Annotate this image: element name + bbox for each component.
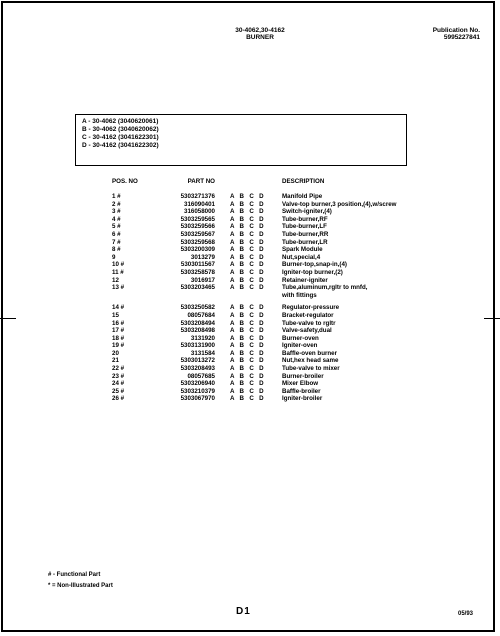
table-row	[112, 208, 432, 216]
description-cell: Nut,hex head same	[282, 357, 339, 365]
pos-cell: 23 #	[112, 372, 125, 380]
pos-cell: 22 #	[112, 365, 125, 373]
models-cell: A B C D	[230, 253, 266, 261]
part-number-cell: 5303131900	[180, 342, 215, 350]
part-number-cell: 5303067970	[180, 395, 215, 403]
pos-cell: 14 #	[112, 304, 125, 312]
table-row	[112, 269, 432, 277]
part-number-cell: 5303210379	[180, 387, 215, 395]
pos-cell: 25 #	[112, 387, 125, 395]
table-row	[112, 201, 432, 209]
header-section: BURNER	[246, 34, 274, 41]
pos-cell: 13 #	[112, 284, 125, 292]
part-number-cell: 3131920	[190, 334, 215, 342]
models-cell: A B C D	[230, 304, 266, 312]
model-key-d: D - 30-4162 (3041622302)	[82, 142, 159, 149]
pos-cell: 26 #	[112, 395, 125, 403]
table-row	[112, 261, 432, 269]
description-cell: Baffle-oven burner	[282, 349, 338, 357]
part-number-cell: 5303208494	[180, 319, 215, 327]
edge-tick-right	[484, 318, 500, 319]
part-number-cell: 5303259565	[180, 215, 215, 223]
table-row	[112, 239, 432, 247]
pos-cell: 21	[112, 357, 119, 365]
models-cell: A B C D	[230, 357, 266, 365]
legend-non-illustrated: * = Non-Illustrated Part	[48, 583, 113, 589]
table-row	[112, 284, 432, 292]
part-number-cell: 5303250582	[180, 304, 215, 312]
part-number-cell: 3013279	[190, 253, 215, 261]
models-cell: A B C D	[230, 246, 266, 254]
description-cell: Tube-valve to mixer	[282, 365, 340, 373]
description-cell: Manifold Pipe	[282, 193, 323, 200]
pos-cell: 1 #	[112, 193, 121, 200]
pos-cell: 8 #	[112, 246, 121, 254]
pos-cell: 15	[112, 311, 119, 319]
description-continuation-cell: with fittings	[282, 291, 317, 299]
legend-functional: # - Functional Part	[48, 572, 101, 578]
models-cell: A B C D	[230, 268, 266, 276]
pos-cell: 16 #	[112, 319, 125, 327]
table-row	[112, 320, 432, 328]
pos-cell: 6 #	[112, 230, 121, 238]
legend	[48, 570, 113, 592]
models-cell: A B C D	[230, 395, 266, 403]
part-number-cell: 5303259568	[180, 238, 215, 246]
part-number-cell: 5303259566	[180, 223, 215, 231]
description-cell: Burner-top,snap-in,(4)	[282, 261, 347, 269]
description-cell: Valve-top burner,3 position,(4),w/screw	[282, 200, 397, 208]
description-cell: Tube-valve to rgltr	[282, 319, 336, 327]
table-row	[112, 380, 432, 388]
part-number-cell: 5303200309	[180, 246, 215, 254]
pos-cell: 4 #	[112, 215, 121, 223]
table-row	[112, 335, 432, 343]
part-number-cell: 3131584	[190, 349, 215, 357]
models-cell: A B C D	[230, 284, 266, 292]
description-cell: Igniter-broiler	[282, 395, 323, 403]
edge-tick-left	[0, 318, 16, 319]
model-key-b: B - 30-4062 (3040620062)	[82, 126, 159, 133]
pos-cell: 19 #	[112, 342, 125, 350]
table-row-continuation	[112, 292, 432, 300]
description-cell: Tube-burner,RR	[282, 230, 329, 238]
pos-cell: 24 #	[112, 380, 125, 388]
description-cell: Tube,aluminum,rgltr to mnfd,	[282, 284, 368, 292]
part-number-cell: 5303011567	[180, 261, 215, 269]
part-number-cell: 316090401	[184, 200, 215, 208]
models-cell: A B C D	[230, 349, 266, 357]
table-row	[112, 223, 432, 231]
model-key-a: A - 30-4062 (3040620061)	[82, 118, 159, 125]
part-number-cell: 5303258578	[180, 268, 215, 276]
header-publication-block	[400, 27, 480, 41]
table-row	[112, 304, 432, 312]
models-cell: A B C D	[230, 334, 266, 342]
part-number-cell: 316058000	[184, 208, 215, 216]
part-number-cell: 5303208498	[180, 327, 215, 335]
description-cell: Nut,special,4	[282, 253, 321, 261]
models-cell: A B C D	[230, 365, 266, 373]
header-model-block	[200, 27, 320, 41]
table-header-row	[112, 178, 432, 193]
part-number-cell: 08057685	[187, 372, 215, 380]
pos-cell: 10 #	[112, 261, 125, 269]
model-key-c: C - 30-4162 (3041622301)	[82, 134, 159, 141]
table-row	[112, 342, 432, 350]
description-cell: Mixer Elbow	[282, 380, 319, 388]
table-row	[112, 395, 432, 403]
table-row	[112, 388, 432, 396]
table-row	[112, 193, 432, 201]
table-row	[112, 246, 432, 254]
models-cell: A B C D	[230, 342, 266, 350]
models-cell: A B C D	[230, 223, 266, 231]
pos-cell: 2 #	[112, 200, 121, 208]
pos-cell: 11 #	[112, 268, 124, 276]
part-number-cell: 08057684	[187, 311, 215, 319]
pos-cell: 7 #	[112, 238, 121, 246]
pos-cell: 3 #	[112, 208, 121, 216]
page-number: D1	[236, 606, 251, 617]
description-cell: Igniter-top burner,(2)	[282, 268, 343, 276]
description-cell: Burner-oven	[282, 334, 319, 342]
publication-label: Publication No.	[432, 27, 480, 34]
part-number-cell: 5303208493	[180, 365, 215, 373]
publication-number: 5995227841	[443, 34, 480, 41]
models-cell: A B C D	[230, 380, 266, 388]
table-row	[112, 350, 432, 358]
table-row	[112, 216, 432, 224]
model-key-box	[75, 114, 407, 166]
pos-cell: 5 #	[112, 223, 121, 231]
part-number-cell: 5303013272	[180, 357, 215, 365]
table-row	[112, 327, 432, 335]
part-number-cell: 5303271376	[180, 193, 215, 200]
part-number-cell: 5303259567	[180, 230, 215, 238]
models-cell: A B C D	[230, 193, 266, 200]
pos-cell: 12	[112, 276, 119, 284]
description-cell: Baffle-broiler	[282, 387, 321, 395]
pos-cell: 18 #	[112, 334, 125, 342]
models-cell: A B C D	[230, 327, 266, 335]
models-cell: A B C D	[230, 200, 266, 208]
models-cell: A B C D	[230, 319, 266, 327]
table-row	[112, 277, 432, 285]
description-cell: Tube-burner,LR	[282, 238, 328, 246]
table-row	[112, 373, 432, 381]
pos-cell: 9	[112, 253, 116, 261]
description-cell: Burner-broiler	[282, 372, 324, 380]
models-cell: A B C D	[230, 387, 266, 395]
table-row	[112, 357, 432, 365]
models-cell: A B C D	[230, 230, 266, 238]
description-cell: Tube-burner,RF	[282, 215, 328, 223]
part-number-cell: 5303206940	[180, 380, 215, 388]
print-date: 05/93	[458, 611, 474, 617]
table-row	[112, 231, 432, 239]
models-cell: A B C D	[230, 261, 266, 269]
models-cell: A B C D	[230, 311, 266, 319]
description-cell: Tube-burner,LF	[282, 223, 327, 231]
models-cell: A B C D	[230, 276, 266, 284]
models-cell: A B C D	[230, 208, 266, 216]
table-row	[112, 365, 432, 373]
models-cell: A B C D	[230, 372, 266, 380]
table-row	[112, 312, 432, 320]
header-desc: DESCRIPTION	[282, 178, 325, 185]
header-model-numbers: 30-4062,30-4162	[235, 27, 285, 34]
header-part: PART NO	[187, 178, 215, 185]
description-cell: Regulator-pressure	[282, 304, 340, 312]
parts-table	[112, 178, 432, 403]
pos-cell: 17 #	[112, 327, 125, 335]
description-cell: Igniter-oven	[282, 342, 318, 350]
part-number-cell: 3016917	[190, 276, 215, 284]
models-cell: A B C D	[230, 238, 266, 246]
description-cell: Switch-igniter,(4)	[282, 208, 332, 216]
part-number-cell: 5303203465	[180, 284, 215, 292]
models-cell: A B C D	[230, 215, 266, 223]
description-cell: Retainer-igniter	[282, 276, 328, 284]
description-cell: Bracket-regulator	[282, 311, 334, 319]
description-cell: Spark Module	[282, 246, 323, 254]
pos-cell: 20	[112, 349, 119, 357]
table-row	[112, 254, 432, 262]
description-cell: Valve-safety,dual	[282, 327, 332, 335]
header-pos: POS. NO	[112, 178, 138, 185]
